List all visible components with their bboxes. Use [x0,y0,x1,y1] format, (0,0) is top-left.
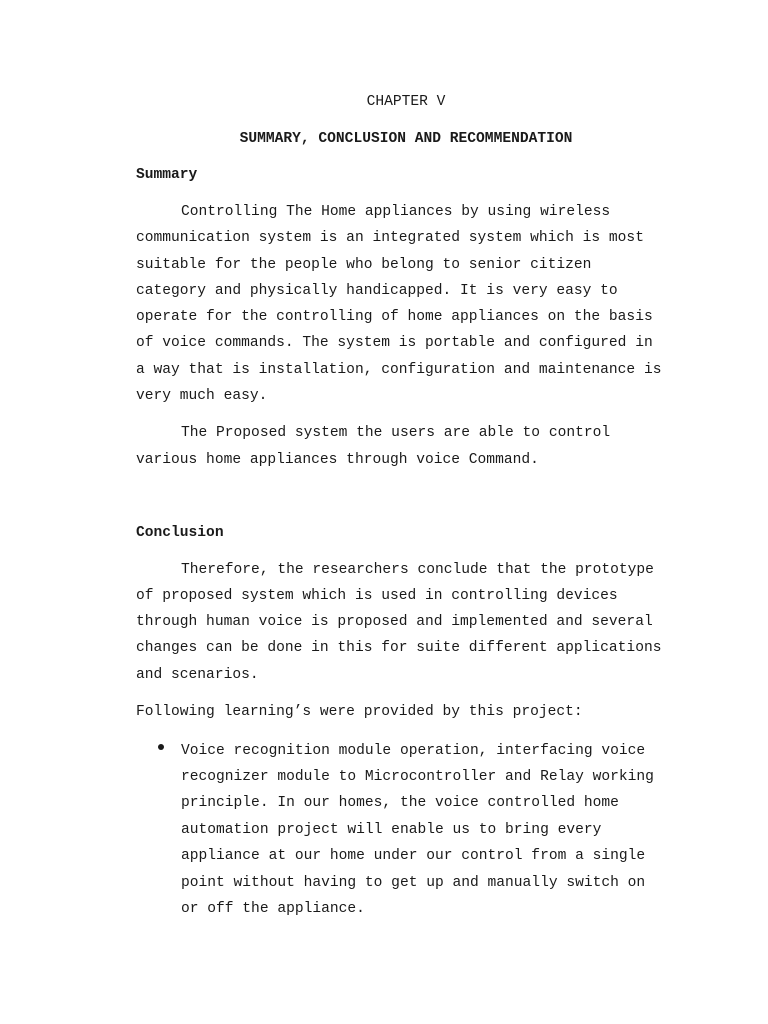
conclusion-heading: Conclusion [136,525,224,541]
bullet-line: Voice recognition module operation, interfacing voice [181,743,646,759]
paragraph-line: and scenarios. [136,667,259,683]
paragraph-line: very much easy. [136,388,268,404]
learnings-intro: Following learning’s were provided by this project: [136,704,583,720]
bullet-icon [158,744,164,750]
paragraph-line: suitable for the people who belong to senior citizen [136,257,592,273]
paragraph-line: The Proposed system the users are able to control [181,425,611,441]
paragraph-line: communication system is an integrated system which is most [136,230,644,246]
bullet-line: principle. In our homes, the voice controlled home [181,795,619,811]
paragraph-line: Therefore, the researchers conclude that the prototype [181,562,654,578]
paragraph-line: of proposed system which is used in controlling devices [136,588,618,604]
bullet-line: recognizer module to Microcontroller and Relay working [181,769,654,785]
bullet-line: appliance at our home under our control from a single [181,848,646,864]
paragraph-line: operate for the controlling of home appliances on the basis [136,309,653,325]
paragraph-line: Controlling The Home appliances by using wireless [181,204,611,220]
summary-heading: Summary [136,167,198,183]
paragraph-line: a way that is installation, configuration and maintenance is [136,362,662,378]
paragraph-line: various home appliances through voice Command. [136,452,539,468]
bullet-line: automation project will enable us to bring every [181,822,602,838]
paragraph-line: through human voice is proposed and implemented and several [136,614,653,630]
chapter-label: CHAPTER V [366,94,446,110]
paragraph-line: of voice commands. The system is portable and configured in [136,335,653,351]
paragraph-line: category and physically handicapped. It is very easy to [136,283,618,299]
bullet-line: point without having to get up and manually switch on [181,875,646,891]
paragraph-line: changes can be done in this for suite different applications [136,640,662,656]
bullet-line: or off the appliance. [181,901,365,917]
chapter-title: SUMMARY, CONCLUSION AND RECOMMENDATION [239,131,573,147]
